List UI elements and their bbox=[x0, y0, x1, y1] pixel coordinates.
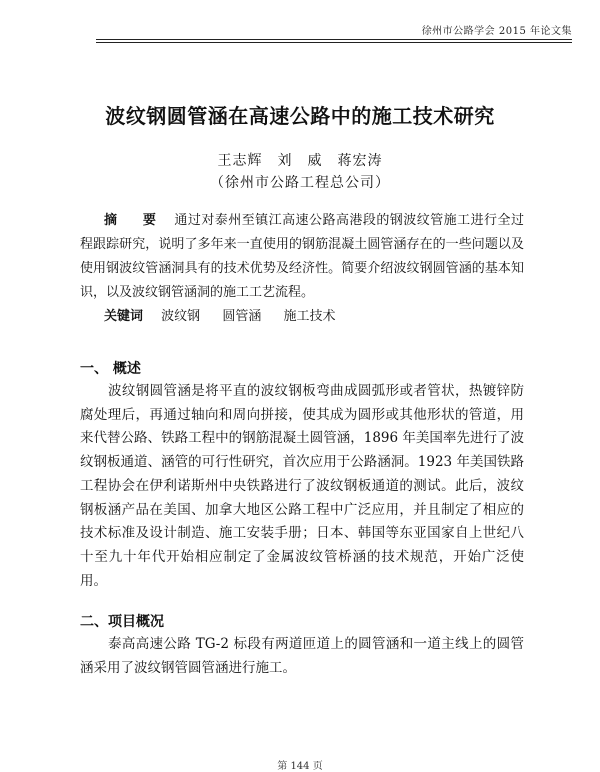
header-rule bbox=[96, 39, 572, 40]
running-header: 徐州市公路学会 2015 年论文集 bbox=[421, 26, 572, 37]
section-paragraph-project: 泰高高速公路 TG-2 标段有两道匝道上的圆管涵和一道主线上的圆管涵采用了波纹钢管圆管涵进行施工。 bbox=[80, 636, 524, 676]
keyword: 施工技术 bbox=[283, 309, 336, 324]
abstract-text: 通过对泰州至镇江高速公路高港段的钢波纹管施工进行全过程跟踪研究，说明了多年来一直使用的钢筋混凝土圆管涵存在的一些问题以及使用钢波纹管涵洞具有的技术优势及经济性。简要介绍波纹钢圆管涵的基本知识，以及波纹钢管涵洞的施工工艺流程。 bbox=[80, 213, 524, 300]
keyword: 圆管涵 bbox=[222, 309, 262, 324]
section-heading-overview: 一、 概述 bbox=[80, 361, 141, 377]
section-paragraph-overview: 波纹钢圆管涵是将平直的波纹钢板弯曲成圆弧形或者管状，热镀锌防腐处理后，再通过轴向和周向拼接，使其成为圆形或其他形状的管道，用来代替公路、铁路工程中的钢筋混凝土圆管涵，1896 年美国率先进行了波纹钢板通道、涵管的可行性研究，首次应用于公路涵洞。1923 年美国铁路工程协会在伊利诺斯州中央铁路进行了波纹钢板通道的测试。此后，波纹钢板涵产品在美国、加拿大地区公路工程中广泛应用，并且制定了相应的技术标准及设计制造、施工安装手册；日本、韩国等东亚国家自上世纪八十至九十年代开始相应制定了金属波纹管桥涵的技术规范，开始广泛使用。 bbox=[80, 383, 524, 589]
page-number: 第 144 页 bbox=[277, 761, 323, 772]
keyword: 波纹钢 bbox=[161, 309, 201, 324]
keywords bbox=[104, 305, 524, 329]
paper-affiliation: （徐州市公路工程总公司） bbox=[210, 175, 390, 191]
keywords-label: 关键词 bbox=[104, 309, 144, 324]
header-rule-secondary bbox=[96, 42, 572, 43]
abstract-label: 摘 要 bbox=[104, 213, 163, 228]
section-heading-project: 二、项目概况 bbox=[80, 614, 164, 630]
paper-title: 波纹钢圆管涵在高速公路中的施工技术研究 bbox=[105, 104, 495, 128]
abstract bbox=[80, 209, 524, 305]
paper-authors: 王志辉 刘 威 蒋宏涛 bbox=[217, 153, 383, 169]
